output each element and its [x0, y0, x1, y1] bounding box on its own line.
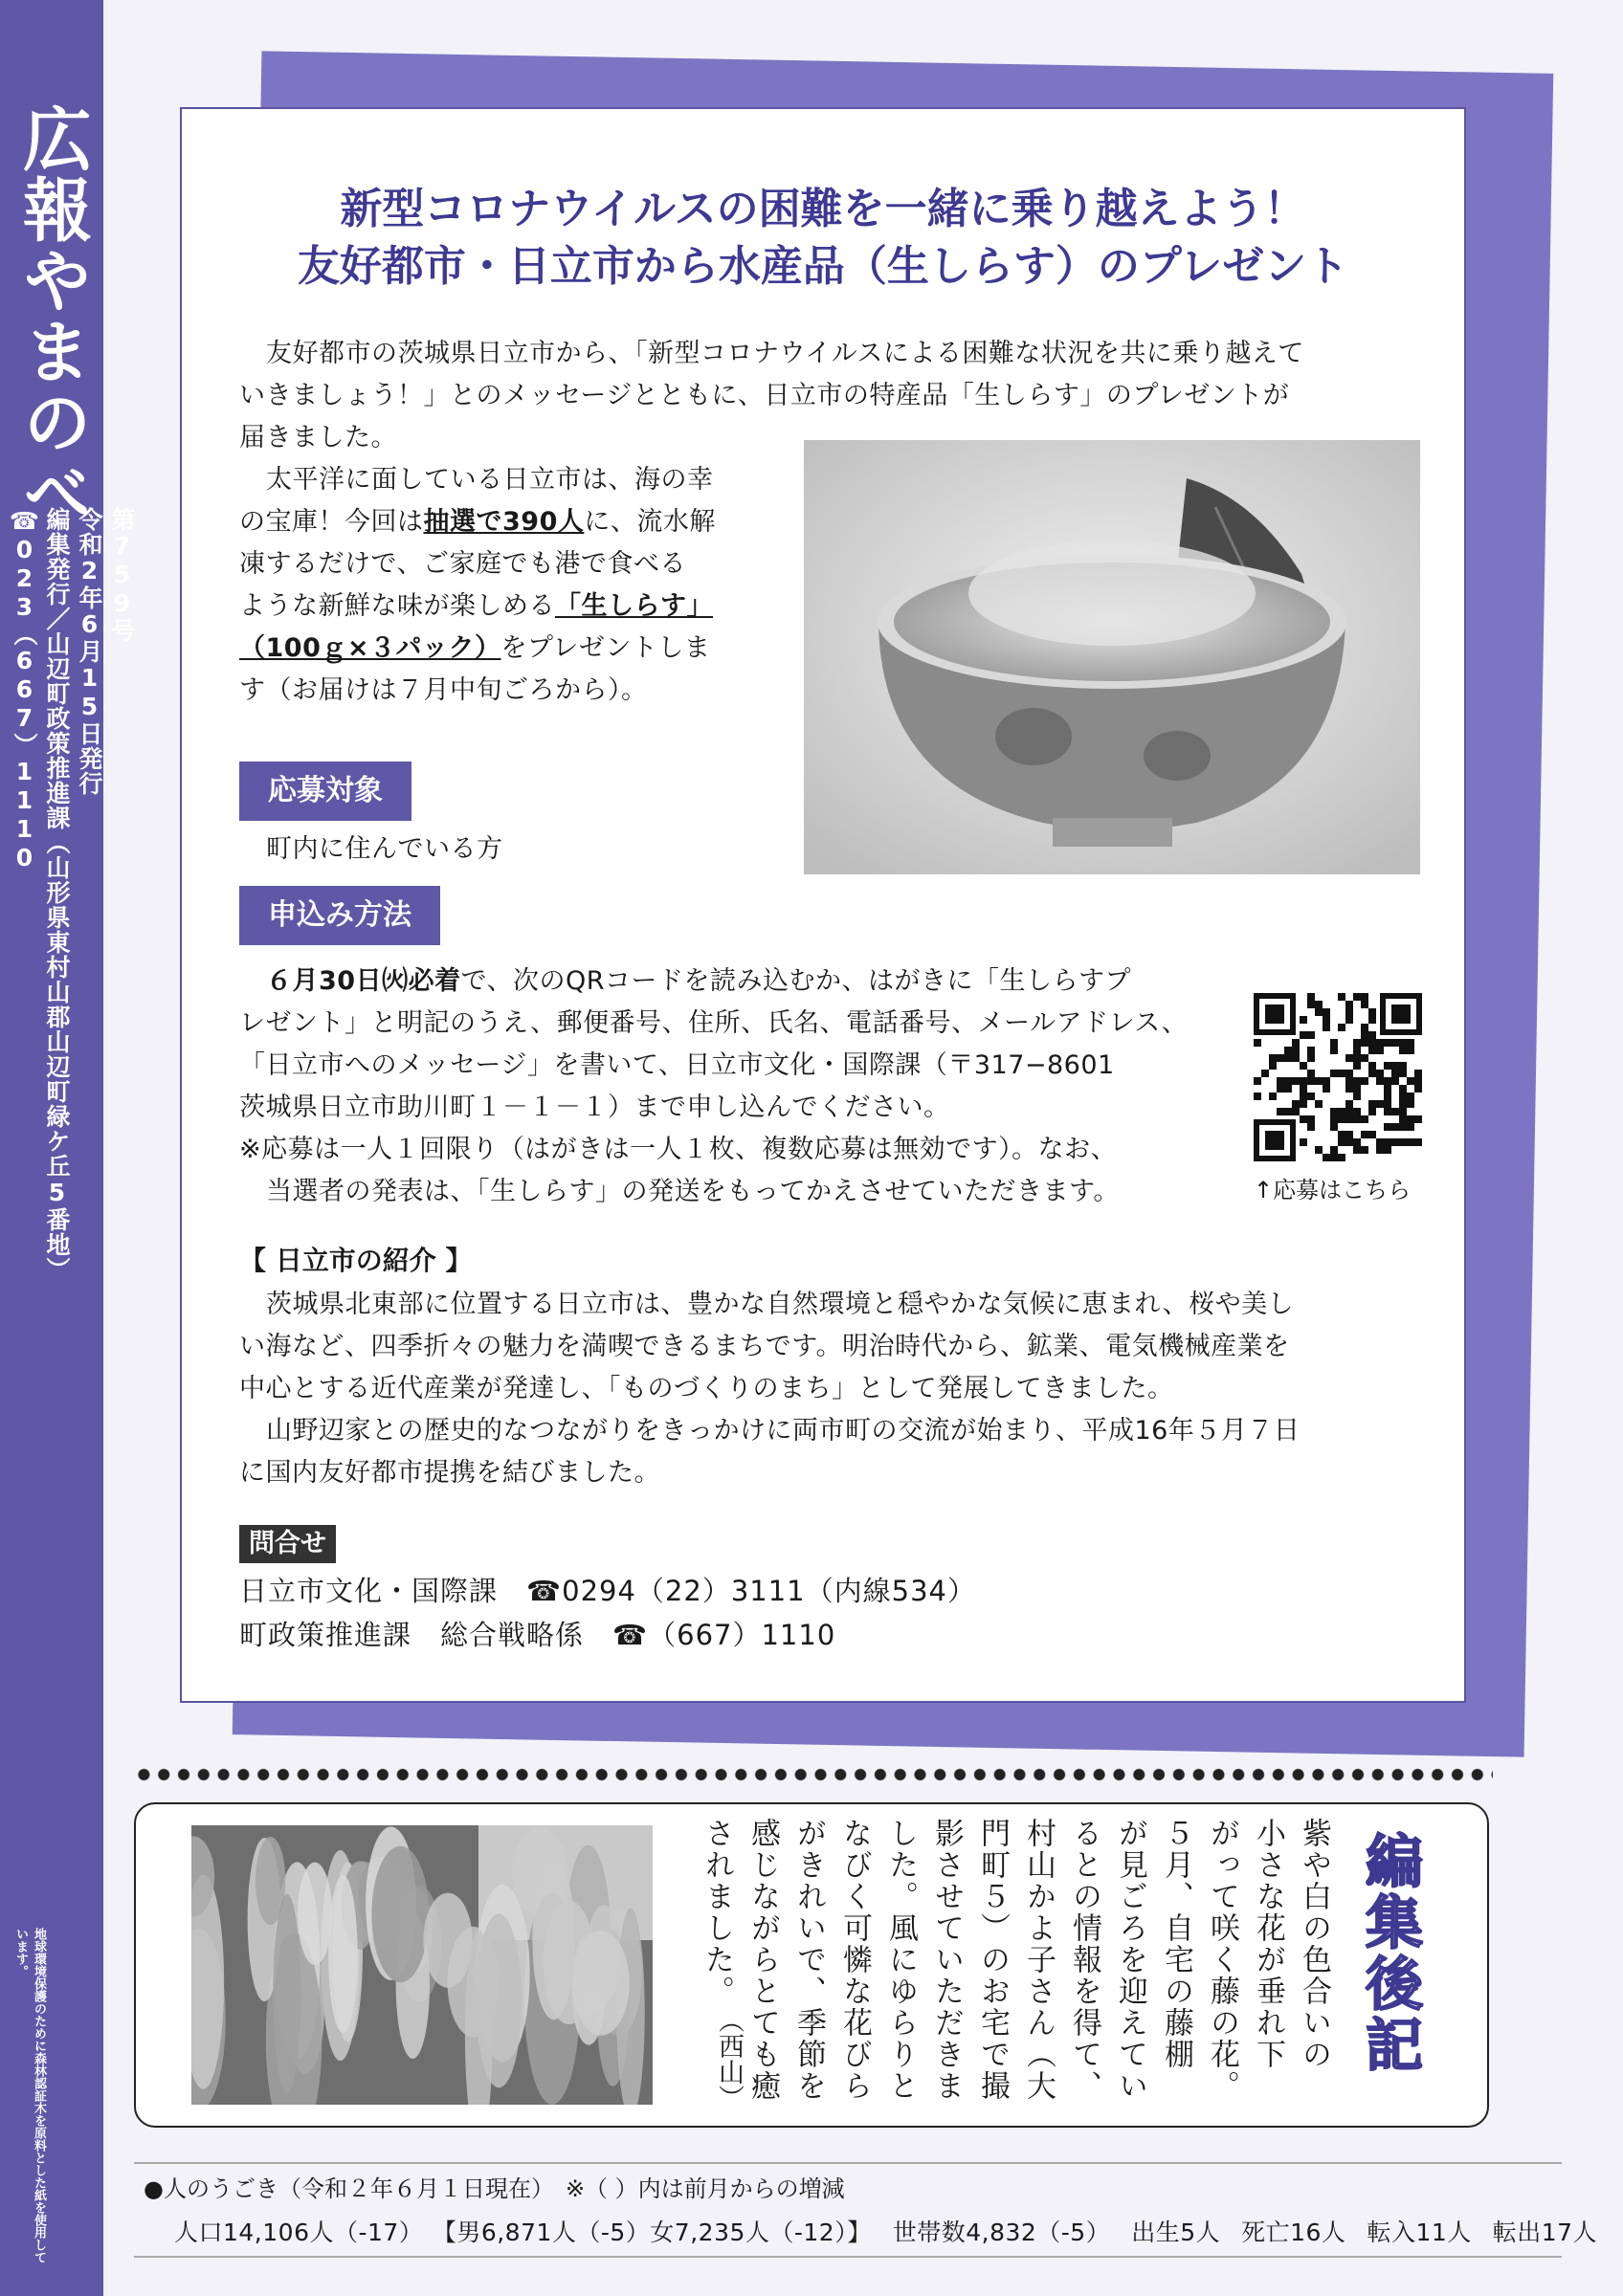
- contact-label: 問合せ: [239, 1525, 336, 1563]
- contact-hitachi: 日立市文化・国際課 ☎0294（22）3111（内線534）: [239, 1575, 976, 1607]
- publisher-phone: ☎023（667）1110: [11, 507, 38, 872]
- magazine-title: 広報やまのべ: [11, 103, 92, 528]
- apply-text: 「日立市へのメッセージ」を書いて、日立市文化・国際課（〒317−8601: [239, 1050, 1115, 1080]
- editorial-column: 影させていただきま: [929, 1818, 964, 2102]
- apply-note: 当選者の発表は、「生しらす」の発送をもってかえさせていただきます。: [266, 1177, 1120, 1206]
- paragraph-text: す（お届けは７月中旬ごろから）。: [239, 675, 648, 705]
- editorial-column: 村山かよ子さん（大: [1021, 1818, 1056, 2102]
- editorial-column: がきれいで、季節を: [791, 1818, 826, 2102]
- intro-text: いきましょう！」とのメッセージとともに、日立市の特産品「生しらす」のプレゼントが: [239, 381, 1290, 410]
- editorial-column: ５月、自宅の藤棚: [1159, 1818, 1193, 2070]
- editorial-column: 感じながらとても癒: [745, 1818, 780, 2102]
- stats-bottom-rule: [134, 2256, 1562, 2258]
- stat-births: 出生5人: [1131, 2219, 1221, 2246]
- paragraph-text: 凍するだけで、ご家庭でも港で食べる: [239, 549, 686, 579]
- editorial-column: 紫や白の色合いの: [1297, 1818, 1331, 2070]
- headline-line2: 友好都市・日立市から水産品（生しらす）のプレゼント: [297, 242, 1349, 291]
- stats-values: [174, 2214, 1618, 2248]
- editorial-column: 門町５）のお宅で撮: [975, 1818, 1010, 2102]
- editorial-signature: （西山）: [714, 2007, 744, 2110]
- issue-info: [8, 507, 138, 1282]
- stats-top-rule: [134, 2162, 1562, 2164]
- hitachi-text: 山野辺家との歴史的なつながりをきっかけに両市町の交流が始まり、平成16年５月７日: [266, 1416, 1301, 1446]
- article-card: [180, 107, 1466, 1703]
- stat-households: 世帯数4,832（-5）: [892, 2219, 1111, 2246]
- issue-number: 第759号: [108, 507, 136, 643]
- shirasu-photo: [804, 440, 1420, 874]
- paragraph-text: ような新鮮な味が楽しめる「生しらす」: [239, 591, 713, 621]
- editorial-column: が見ごろを迎えてい: [1113, 1818, 1147, 2102]
- paragraph-text: の宝庫！今回は抽選で390人に、流水解: [239, 507, 716, 537]
- apply-note: ※応募は一人１回限り（はがきは一人１枚、複数応募は無効です）。なお、: [239, 1135, 1118, 1164]
- apply-text: ６月30日㈫必着で、次のQRコードを読み込むか、はがきに「生しらすプ: [266, 966, 1132, 996]
- stat-population: 人口14,106人（-17）: [174, 2219, 424, 2246]
- sidebar: [0, 0, 136, 2296]
- apply-text: 茨城県日立市助川町１－１－１）まで申し込んでください。: [239, 1093, 950, 1122]
- eligibility-label: 応募対象: [239, 762, 411, 821]
- wisteria-photo: [191, 1825, 653, 2105]
- stat-gender: 【男6,871人（-5）女7,235人（-12）】: [444, 2219, 872, 2246]
- editorial-column: されました。: [700, 1818, 734, 2007]
- paragraph-text: 太平洋に面している日立市は、海の幸: [266, 465, 714, 495]
- paragraph-text: （100ｇ×３パック）をプレゼントしま: [239, 633, 711, 663]
- publisher: 編集発行／山辺町政策推進課（山形県東村山郡山辺町緑ケ丘5番地）: [43, 507, 71, 1282]
- apply-text: レゼント」と明記のうえ、郵便番号、住所、氏名、電話番号、メールアドレス、: [239, 1008, 1189, 1038]
- editorial-title: 編集後記: [1356, 1831, 1423, 2076]
- editorial-column: がって咲く藤の花。: [1205, 1818, 1239, 2102]
- editorial-column: るとの情報を得て、: [1067, 1818, 1101, 2102]
- headline-line1: 新型コロナウイルスの困難を一緒に乗り越えよう！: [340, 185, 1306, 233]
- stat-deaths: 死亡16人: [1241, 2219, 1346, 2246]
- eligibility-text: 町内に住んでいる方: [266, 834, 503, 864]
- stat-move-in: 転入11人: [1367, 2219, 1472, 2246]
- qr-code[interactable]: [1254, 993, 1422, 1161]
- issue-date: 令和2年6月15日発行: [76, 507, 103, 796]
- hitachi-text: い海など、四季折々の魅力を満喫できるまちです。明治時代から、鉱業、電気機械産業を: [239, 1332, 1290, 1361]
- editorial-column: 小さな花が垂れ下: [1251, 1818, 1285, 2070]
- dotted-divider: [134, 1768, 1493, 1781]
- editorial-column: した。風にゆらりと: [883, 1818, 918, 2102]
- hitachi-intro-title: 【 日立市の紹介 】: [239, 1245, 473, 1276]
- eco-note: 地球環境保護のために森林認証木を原料とした紙を使用しています。: [13, 1928, 46, 2263]
- hitachi-text: 茨城県北東部に位置する日立市は、豊かな自然環境と穏やかな気候に恵まれ、桜や美し: [266, 1290, 1295, 1319]
- qr-caption: ↑応募はこちら: [1254, 1177, 1412, 1203]
- editorial-column: なびく可憐な花びら: [837, 1818, 872, 2102]
- intro-text: 届きました。: [239, 423, 397, 453]
- apply-label: 申込み方法: [239, 886, 440, 945]
- intro-text: 友好都市の茨城県日立市から、「新型コロナウイルスによる困難な状況を共に乗り越えて: [266, 339, 1304, 368]
- stats-header: ●人のうごき（令和２年６月１日現在） ※（ ）内は前月からの増減: [144, 2175, 845, 2202]
- contact-town: 町政策推進課 総合戦略係 ☎（667）1110: [239, 1619, 836, 1651]
- stat-move-out: 転出17人: [1492, 2219, 1598, 2246]
- hitachi-text: に国内友好都市提携を結びました。: [239, 1458, 660, 1488]
- hitachi-text: 中心とする近代産業が発達し、「ものづくりのまち」として発展してきました。: [239, 1374, 1174, 1403]
